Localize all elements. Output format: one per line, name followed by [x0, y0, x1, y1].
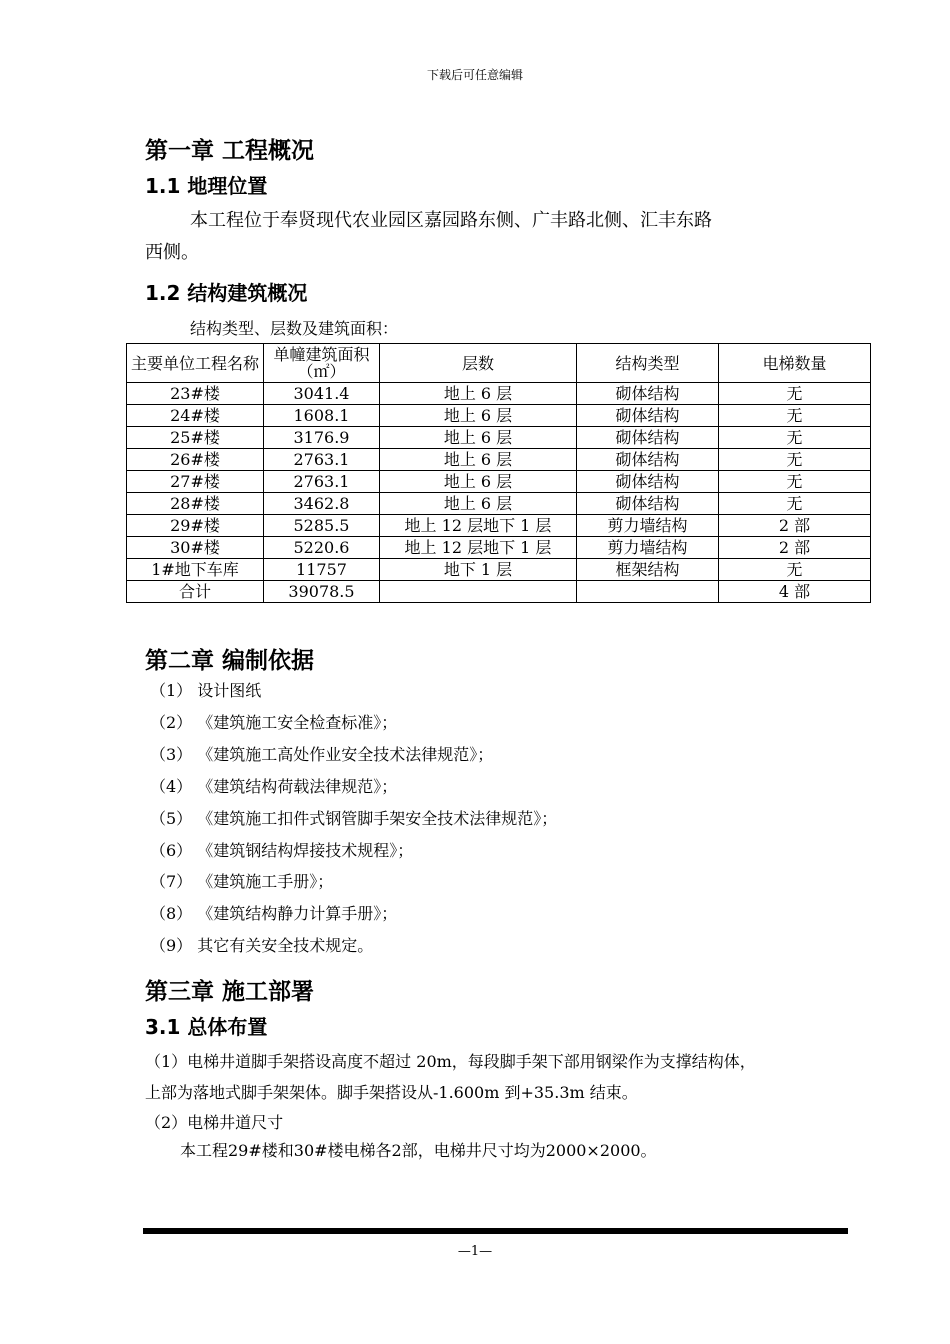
table-caption: 结构类型、层数及建筑面积： — [190, 319, 399, 338]
table-cell: 无 — [719, 383, 871, 405]
table-cell: 5285.5 — [264, 515, 380, 537]
basis-item: （4） 《建筑结构荷载法律规范》； — [150, 777, 398, 796]
table-cell: 2763.1 — [264, 471, 380, 493]
table-row — [127, 515, 871, 537]
section-1-1-title: 1.1 地理位置 — [145, 174, 268, 198]
table-cell: 无 — [719, 471, 871, 493]
page-number: —1— — [457, 1244, 493, 1259]
basis-item: （9） 其它有关安全技术规定。 — [150, 936, 374, 955]
table-cell: 29#楼 — [127, 515, 264, 537]
table-row — [127, 537, 871, 559]
table-cell: 无 — [719, 559, 871, 581]
table-row — [127, 493, 871, 515]
table-cell: 1608.1 — [264, 405, 380, 427]
table-cell: 无 — [719, 405, 871, 427]
basis-item: （2） 《建筑施工安全检查标准》； — [150, 713, 398, 732]
table-cell: 2763.1 — [264, 449, 380, 471]
table-cell — [577, 581, 719, 603]
table-cell: 地上 6 层 — [380, 493, 577, 515]
table-cell: 无 — [719, 427, 871, 449]
table-header-cell: 层数 — [380, 344, 577, 383]
chapter-1-title: 第一章 工程概况 — [145, 138, 315, 164]
basis-item: （6） 《建筑钢结构焊接技术规程》； — [150, 841, 414, 860]
table-row — [127, 471, 871, 493]
table-header-cell: 主要单位工程名称 — [127, 344, 264, 383]
table-cell: 砌体结构 — [577, 383, 719, 405]
table-header-cell: 电梯数量 — [719, 344, 871, 383]
table-header-row — [127, 344, 871, 383]
table-cell: 无 — [719, 493, 871, 515]
footer-rule — [143, 1228, 848, 1234]
section-3-1-para1-line2: 上部为落地式脚手架架体。脚手架搭设从-1.600m 到+35.3m 结束。 — [145, 1083, 638, 1102]
table-row — [127, 449, 871, 471]
table-cell: 剪力墙结构 — [577, 515, 719, 537]
building-info-table — [126, 343, 871, 603]
basis-item: （1） 设计图纸 — [150, 681, 262, 700]
table-row — [127, 427, 871, 449]
table-cell: 地上 6 层 — [380, 405, 577, 427]
section-1-2-title: 1.2 结构建筑概况 — [145, 281, 308, 305]
table-cell: 2 部 — [719, 537, 871, 559]
table-cell: 地上 6 层 — [380, 471, 577, 493]
table-cell: 无 — [719, 449, 871, 471]
table-cell: 地上 6 层 — [380, 427, 577, 449]
section-3-1-para3: 本工程29#楼和30#楼电梯各2部，电梯井尺寸均为2000×2000。 — [180, 1141, 657, 1160]
table-cell: 28#楼 — [127, 493, 264, 515]
basis-item: （7） 《建筑施工手册》； — [150, 872, 334, 891]
table-cell: 39078.5 — [264, 581, 380, 603]
table-cell: 27#楼 — [127, 471, 264, 493]
section-1-1-text-line1: 本工程位于奉贤现代农业园区嘉园路东侧、广丰路北侧、汇丰东路 — [190, 210, 712, 231]
table-cell: 3462.8 — [264, 493, 380, 515]
table-cell: 26#楼 — [127, 449, 264, 471]
table-cell: 地上 6 层 — [380, 449, 577, 471]
table-cell: 砌体结构 — [577, 427, 719, 449]
table-cell — [380, 581, 577, 603]
page-header: 下载后可任意编辑 — [426, 68, 523, 82]
section-1-1-text-line2: 西侧。 — [145, 242, 199, 263]
table-cell: 地上 12 层地下 1 层 — [380, 537, 577, 559]
table-cell: 合计 — [127, 581, 264, 603]
table-cell: 11757 — [264, 559, 380, 581]
table-cell: 砌体结构 — [577, 449, 719, 471]
table-cell: 5220.6 — [264, 537, 380, 559]
table-cell: 30#楼 — [127, 537, 264, 559]
table-row — [127, 383, 871, 405]
table-cell: 地上 12 层地下 1 层 — [380, 515, 577, 537]
table-row — [127, 405, 871, 427]
table-cell: 2 部 — [719, 515, 871, 537]
table-cell: 砌体结构 — [577, 493, 719, 515]
table-cell: 砌体结构 — [577, 405, 719, 427]
table-cell: 地上 6 层 — [380, 383, 577, 405]
table-header-cell: 结构类型 — [577, 344, 719, 383]
table-cell: 25#楼 — [127, 427, 264, 449]
table-row — [127, 559, 871, 581]
table-cell: 砌体结构 — [577, 471, 719, 493]
section-3-1-para2: （2）电梯井道尺寸 — [145, 1113, 284, 1132]
table-cell: 4 部 — [719, 581, 871, 603]
table-cell: 23#楼 — [127, 383, 264, 405]
table-cell: 1#地下车库 — [127, 559, 264, 581]
chapter-2-title: 第二章 编制依据 — [145, 648, 315, 674]
table-cell: 3176.9 — [264, 427, 380, 449]
basis-item: （8） 《建筑结构静力计算手册》； — [150, 904, 398, 923]
section-3-1-para1-line1: （1）电梯井道脚手架搭设高度不超过 20m，每段脚手架下部用钢梁作为支撑结构体， — [145, 1052, 756, 1071]
table-cell: 剪力墙结构 — [577, 537, 719, 559]
table-cell: 24#楼 — [127, 405, 264, 427]
table-cell: 地下 1 层 — [380, 559, 577, 581]
basis-item: （3） 《建筑施工高处作业安全技术法律规范》； — [150, 745, 494, 764]
table-cell: 3041.4 — [264, 383, 380, 405]
section-3-1-title: 3.1 总体布置 — [145, 1015, 268, 1039]
table-total-row — [127, 581, 871, 603]
chapter-3-title: 第三章 施工部署 — [145, 979, 315, 1005]
table-header-cell: 单幢建筑面积（㎡） — [264, 344, 380, 383]
table-cell: 框架结构 — [577, 559, 719, 581]
basis-item: （5） 《建筑施工扣件式钢管脚手架安全技术法律规范》； — [150, 809, 558, 828]
